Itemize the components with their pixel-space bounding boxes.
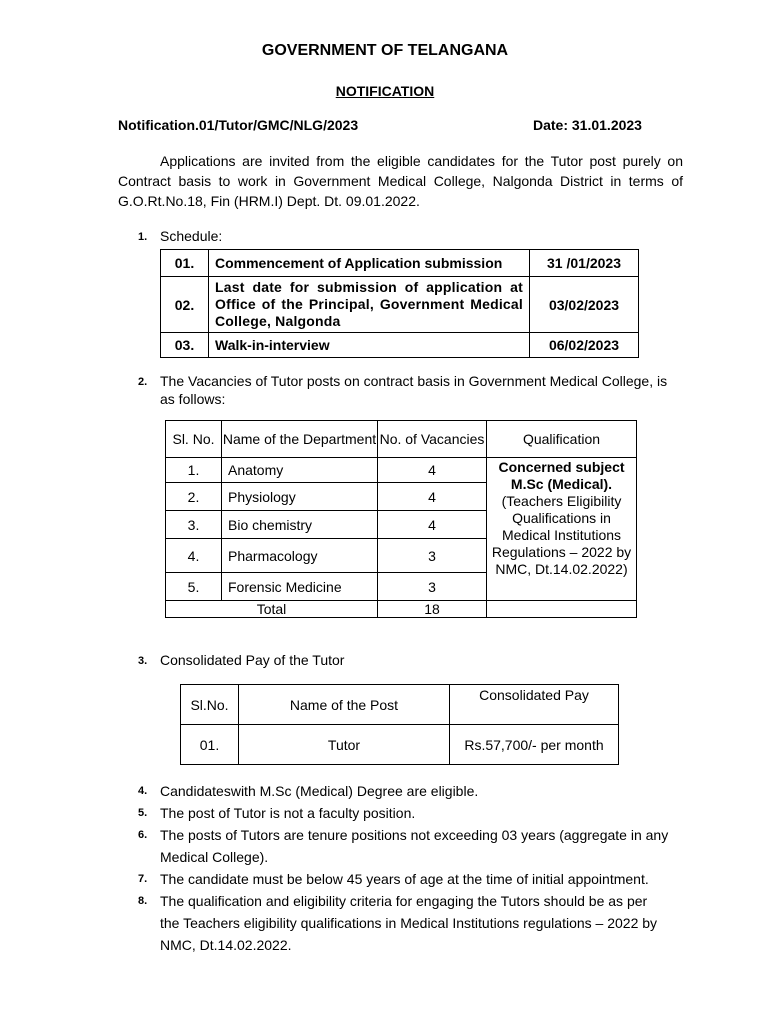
vacancy-count: 3 (378, 539, 487, 573)
list-item (138, 780, 683, 802)
table-header-row (181, 685, 619, 725)
post-name: Tutor (239, 725, 450, 765)
schedule-date: 31 /01/2023 (530, 250, 639, 277)
table-row (161, 333, 639, 358)
column-header: Sl. No. (166, 421, 222, 458)
schedule-no: 02. (161, 277, 209, 333)
sl-no: 4. (166, 539, 222, 573)
vacancies-heading: The Vacancies of Tutor posts on contract basis in Government Medical College, is as follows: (160, 373, 668, 407)
sl-no: 01. (181, 725, 239, 765)
vacancy-count: 4 (378, 483, 487, 511)
sl-no: 3. (166, 511, 222, 539)
notification-heading: NOTIFICATION (335, 83, 435, 99)
sl-no: 5. (166, 573, 222, 601)
vacancy-count: 3 (378, 573, 487, 601)
table-row (161, 250, 639, 277)
department: Pharmacology (222, 539, 378, 573)
column-header: Sl.No. (181, 685, 239, 725)
schedule-event: Commencement of Application submission (209, 250, 530, 277)
table-row (161, 277, 639, 333)
document-title: GOVERNMENT OF TELANGANA (261, 42, 509, 59)
vacancies-table (165, 420, 637, 618)
list-item (138, 868, 683, 890)
table-row (181, 725, 619, 765)
item-number: 8. (138, 895, 148, 907)
sl-no: 1. (166, 458, 222, 483)
item-number: 7. (138, 873, 148, 885)
intro-paragraph: Applications are invited from the eligible candidates for the Tutor post purely on Contract basis to work in Government Medical College, Nalgonda District in terms of G.O.Rt.No.18, Fin (HRM.I) Dept. Dt. 09.01.2022. (118, 153, 683, 209)
schedule-no: 01. (161, 250, 209, 277)
list-item (138, 890, 683, 956)
schedule-event: Last date for submission of application at Office of the Principal, Government Medical College, Nalgonda (209, 277, 530, 333)
department: Forensic Medicine (222, 573, 378, 601)
table-row (166, 458, 637, 483)
qualification-bold: Concerned subject M.Sc (Medical). (498, 459, 625, 492)
schedule-date: 03/02/2023 (530, 277, 639, 333)
point-text: Candidateswith M.Sc (Medical) Degree are eligible. (160, 783, 479, 799)
point-text: the Teachers eligibility qualifications in Medical Institutions regulations – 2022 by (160, 915, 658, 931)
column-header: Name of the Post (239, 685, 450, 725)
consolidated-pay: Rs.57,700/- per month (450, 725, 619, 765)
column-header: Qualification (487, 421, 637, 458)
points-list (138, 780, 683, 956)
vacancy-count: 4 (378, 458, 487, 483)
vacancy-count: 4 (378, 511, 487, 539)
pay-table (180, 684, 619, 765)
table-header-row (166, 421, 637, 458)
column-header: Name of the Department (222, 421, 378, 458)
item-number: 1. (138, 231, 148, 243)
item-number: 5. (138, 807, 148, 819)
schedule-no: 03. (161, 333, 209, 358)
sl-no: 2. (166, 483, 222, 511)
column-header: Consolidated Pay (450, 685, 619, 725)
pay-heading: Consolidated Pay of the Tutor (160, 652, 345, 668)
schedule-table (160, 249, 639, 358)
list-item (138, 802, 683, 824)
department: Bio chemistry (222, 511, 378, 539)
item-number: 6. (138, 829, 148, 841)
total-value: 18 (378, 601, 487, 618)
department: Anatomy (222, 458, 378, 483)
schedule-date: 06/02/2023 (530, 333, 639, 358)
item-number: 3. (138, 655, 148, 667)
qualification-text: (Teachers Eligibility Qualifications in Medical Institutions Regulations – 2022 by NMC, Dt.14.02.2022) (491, 493, 632, 577)
item-number: 4. (138, 785, 148, 797)
point-text: The post of Tutor is not a faculty position. (160, 805, 416, 821)
point-text: NMC, Dt.14.02.2022. (160, 937, 292, 953)
list-item (138, 824, 683, 868)
point-text: Medical College). (160, 849, 269, 865)
schedule-event: Walk-in-interview (209, 333, 530, 358)
total-row (166, 601, 637, 618)
item-number: 2. (138, 376, 148, 388)
point-text: The candidate must be below 45 years of age at the time of initial appointment. (160, 871, 649, 887)
total-label: Total (166, 601, 378, 618)
column-header: No. of Vacancies (378, 421, 487, 458)
qualification-cell (487, 458, 637, 601)
point-text: The qualification and eligibility criteria for engaging the Tutors should be as per (160, 893, 648, 909)
empty-cell (487, 601, 637, 618)
schedule-heading: Schedule: (160, 228, 223, 244)
department: Physiology (222, 483, 378, 511)
point-text: The posts of Tutors are tenure positions not exceeding 03 years (aggregate in any (160, 827, 669, 843)
notification-date: Date: 31.01.2023 (533, 117, 642, 133)
notification-reference: Notification.01/Tutor/GMC/NLG/2023 (118, 117, 359, 133)
